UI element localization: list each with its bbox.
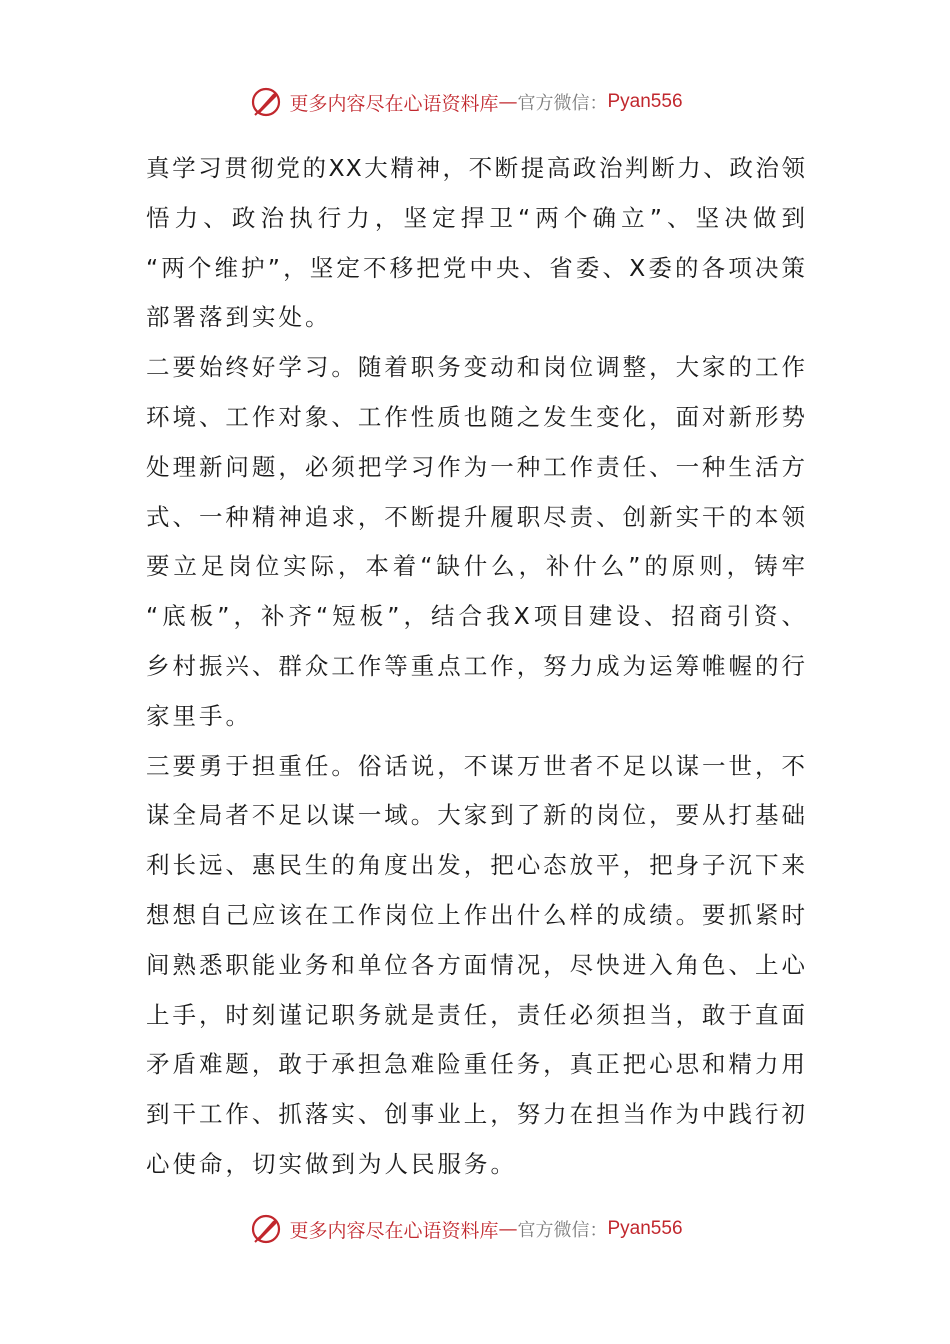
text-line: 乡村振兴、群众工作等重点工作，努力成为运筹帷幄的行 <box>146 651 806 680</box>
text-line: “底板”，补齐“短板”，结合我X项目建设、招商引资、 <box>146 602 806 631</box>
text-line: 环境、工作对象、工作性质也随之发生变化，面对新形势 <box>146 402 806 431</box>
watermark-main-text: 更多内容尽在心语资料库 <box>289 1219 499 1242</box>
text-line: 间熟悉职能业务和单位各方面情况，尽快进入角色、上心 <box>146 950 806 979</box>
text-line: 二要始终好学习。随着职务变动和岗位调整，大家的工作 <box>146 353 806 382</box>
text-line: “两个维护”，坚定不移把党中央、省委、X委的各项决策 <box>146 253 806 282</box>
text-line: 上手，时刻谨记职务就是责任，责任必须担当，敢于直面 <box>146 1000 806 1029</box>
header-watermark <box>0 82 950 122</box>
text-line: 要立足岗位实际，本着“缺什么，补什么”的原则，铸牢 <box>146 552 806 581</box>
document-body <box>146 144 806 1190</box>
text-line: 心使命，切实做到为人民服务。 <box>146 1149 517 1178</box>
text-line: 悟力、政治执行力，坚定捍卫“两个确立”、坚决做到 <box>146 203 806 232</box>
watermark-sub-text: 官方微信： <box>517 1220 608 1241</box>
quill-logo-icon <box>249 1212 283 1246</box>
watermark-main-text: 更多内容尽在心语资料库 <box>289 92 499 115</box>
text-line: 真学习贯彻党的XX大精神，不断提高政治判断力、政治领 <box>146 154 806 182</box>
text-line: 谋全局者不足以谋一域。大家到了新的岗位，要从打基础 <box>146 801 806 830</box>
text-line: 式、一种精神追求，不断提升履职尽责、创新实干的本领 <box>146 502 806 531</box>
watermark-id: Pyan556 <box>607 1218 683 1239</box>
text-line: 想想自己应该在工作岗位上作出什么样的成绩。要抓紧时 <box>146 900 806 929</box>
text-line: 家里手。 <box>146 701 252 730</box>
text-line: 利长远、惠民生的角度出发，把心态放平，把身子沉下来 <box>146 851 806 880</box>
text-line: 到干工作、抓落实、创事业上，努力在担当作为中践行初 <box>146 1100 806 1129</box>
watermark-dash: — <box>498 1218 518 1240</box>
text-line: 三要勇于担重任。俗话说，不谋万世者不足以谋一世，不 <box>146 751 806 780</box>
text-line: 处理新问题，必须把学习作为一种工作责任、一种生活方 <box>146 452 806 481</box>
text-line: 部署落到实处。 <box>146 303 332 332</box>
text-line: 矛盾难题，敢于承担急难险重任务，真正把心思和精力用 <box>146 1050 806 1079</box>
footer-watermark <box>0 1209 950 1249</box>
watermark-dash: — <box>498 91 518 113</box>
watermark-id: Pyan556 <box>607 91 683 112</box>
watermark-sub-text: 官方微信： <box>517 93 608 114</box>
quill-logo-icon <box>249 85 283 119</box>
